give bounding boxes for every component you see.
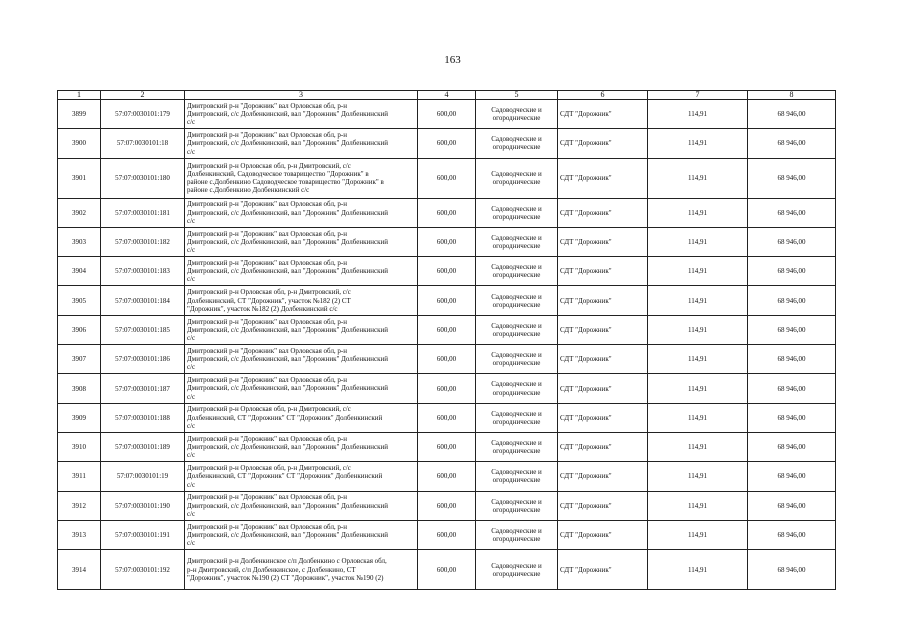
area-cell: 600,00 bbox=[418, 158, 476, 198]
table-row bbox=[58, 257, 836, 286]
table-row bbox=[58, 129, 836, 158]
unit-value-cell: 114,91 bbox=[648, 374, 748, 403]
organization-cell: СДТ "Дорожник" bbox=[558, 550, 648, 590]
area-cell: 600,00 bbox=[418, 315, 476, 344]
address-cell: Дмитровский р-н "Дорожник" вал Орловская обл, р-н Дмитровский, с/с Долбенкинский, вал "Дорожник" Долбенкинский с/с bbox=[185, 432, 418, 461]
cadastral-number-cell: 57:07:0030101:191 bbox=[101, 520, 185, 549]
area-cell: 600,00 bbox=[418, 198, 476, 227]
unit-value-cell: 114,91 bbox=[648, 345, 748, 374]
row-number-cell: 3907 bbox=[58, 345, 101, 374]
table-row bbox=[58, 374, 836, 403]
area-cell: 600,00 bbox=[418, 403, 476, 432]
column-header: 5 bbox=[476, 91, 558, 100]
organization-cell: СДТ "Дорожник" bbox=[558, 345, 648, 374]
table-row bbox=[58, 227, 836, 256]
cadastral-value-cell: 68 946,00 bbox=[748, 100, 836, 129]
cadastral-number-cell: 57:07:0030101:186 bbox=[101, 345, 185, 374]
organization-cell: СДТ "Дорожник" bbox=[558, 374, 648, 403]
row-number-cell: 3912 bbox=[58, 491, 101, 520]
unit-value-cell: 114,91 bbox=[648, 491, 748, 520]
cadastral-number-cell: 57:07:0030101:192 bbox=[101, 550, 185, 590]
unit-value-cell: 114,91 bbox=[648, 462, 748, 491]
unit-value-cell: 114,91 bbox=[648, 315, 748, 344]
address-cell: Дмитровский р-н Орловская обл, р-н Дмитровский, с/с Долбенкинский, СТ "Дорожник" СТ "Дорожник" Долбенкинский с/с bbox=[185, 403, 418, 432]
table-row bbox=[58, 286, 836, 315]
land-use-cell: Садоводческие и огороднические bbox=[476, 491, 558, 520]
area-cell: 600,00 bbox=[418, 491, 476, 520]
unit-value-cell: 114,91 bbox=[648, 100, 748, 129]
row-number-cell: 3911 bbox=[58, 462, 101, 491]
table-row bbox=[58, 345, 836, 374]
cadastral-number-cell: 57:07:0030101:183 bbox=[101, 257, 185, 286]
cadastral-value-cell: 68 946,00 bbox=[748, 286, 836, 315]
cadastral-value-cell: 68 946,00 bbox=[748, 315, 836, 344]
cadastral-number-cell: 57:07:0030101:187 bbox=[101, 374, 185, 403]
column-header: 8 bbox=[748, 91, 836, 100]
land-use-cell: Садоводческие и огороднические bbox=[476, 286, 558, 315]
land-use-cell: Садоводческие и огороднические bbox=[476, 129, 558, 158]
table-row bbox=[58, 491, 836, 520]
land-use-cell: Садоводческие и огороднические bbox=[476, 520, 558, 549]
area-cell: 600,00 bbox=[418, 520, 476, 549]
organization-cell: СДТ "Дорожник" bbox=[558, 462, 648, 491]
area-cell: 600,00 bbox=[418, 432, 476, 461]
address-cell: Дмитровский р-н "Дорожник" вал Орловская обл, р-н Дмитровский, с/с Долбенкинский, вал "Дорожник" Долбенкинский с/с bbox=[185, 520, 418, 549]
area-cell: 600,00 bbox=[418, 462, 476, 491]
organization-cell: СДТ "Дорожник" bbox=[558, 257, 648, 286]
unit-value-cell: 114,91 bbox=[648, 550, 748, 590]
row-number-cell: 3904 bbox=[58, 257, 101, 286]
land-use-cell: Садоводческие и огороднические bbox=[476, 315, 558, 344]
organization-cell: СДТ "Дорожник" bbox=[558, 100, 648, 129]
address-cell: Дмитровский р-н "Дорожник" вал Орловская обл, р-н Дмитровский, с/с Долбенкинский, вал "Дорожник" Долбенкинский с/с bbox=[185, 227, 418, 256]
organization-cell: СДТ "Дорожник" bbox=[558, 158, 648, 198]
cadastral-number-cell: 57:07:0030101:179 bbox=[101, 100, 185, 129]
cadastral-number-cell: 57:07:0030101:18 bbox=[101, 129, 185, 158]
unit-value-cell: 114,91 bbox=[648, 198, 748, 227]
row-number-cell: 3908 bbox=[58, 374, 101, 403]
organization-cell: СДТ "Дорожник" bbox=[558, 129, 648, 158]
row-number-cell: 3914 bbox=[58, 550, 101, 590]
address-cell: Дмитровский р-н "Дорожник" вал Орловская обл, р-н Дмитровский, с/с Долбенкинский, вал "Дорожник" Долбенкинский с/с bbox=[185, 100, 418, 129]
cadastral-number-cell: 57:07:0030101:19 bbox=[101, 462, 185, 491]
column-header: 7 bbox=[648, 91, 748, 100]
table-row bbox=[58, 198, 836, 227]
address-cell: Дмитровский р-н "Дорожник" вал Орловская обл, р-н Дмитровский, с/с Долбенкинский, вал "Дорожник" Долбенкинский с/с bbox=[185, 198, 418, 227]
organization-cell: СДТ "Дорожник" bbox=[558, 491, 648, 520]
address-cell: Дмитровский р-н Долбенкинское с/п Долбенкино с Орловская обл, р-н Дмитровский, с/п Долбенкинское, с Долбенкино, СТ "Дорожник", участок №190 (2) СТ "Дорожник", участок №190 (2) bbox=[185, 550, 418, 590]
unit-value-cell: 114,91 bbox=[648, 432, 748, 461]
land-use-cell: Садоводческие и огороднические bbox=[476, 462, 558, 491]
table-row bbox=[58, 100, 836, 129]
cadastral-value-cell: 68 946,00 bbox=[748, 158, 836, 198]
cadastral-number-cell: 57:07:0030101:184 bbox=[101, 286, 185, 315]
row-number-cell: 3901 bbox=[58, 158, 101, 198]
address-cell: Дмитровский р-н "Дорожник" вал Орловская обл, р-н Дмитровский, с/с Долбенкинский, вал "Дорожник" Долбенкинский с/с bbox=[185, 345, 418, 374]
cadastral-value-cell: 68 946,00 bbox=[748, 520, 836, 549]
address-cell: Дмитровский р-н "Дорожник" вал Орловская обл, р-н Дмитровский, с/с Долбенкинский, вал "Дорожник" Долбенкинский с/с bbox=[185, 129, 418, 158]
area-cell: 600,00 bbox=[418, 286, 476, 315]
cadastral-value-cell: 68 946,00 bbox=[748, 345, 836, 374]
cadastral-value-cell: 68 946,00 bbox=[748, 491, 836, 520]
unit-value-cell: 114,91 bbox=[648, 520, 748, 549]
address-cell: Дмитровский р-н "Дорожник" вал Орловская обл, р-н Дмитровский, с/с Долбенкинский, вал "Дорожник" Долбенкинский с/с bbox=[185, 491, 418, 520]
table-row bbox=[58, 462, 836, 491]
address-cell: Дмитровский р-н Орловская обл, р-н Дмитровский, с/с Долбенкинский, СТ "Дорожник", участок №182 (2) СТ "Дорожник", участок №182 (2) Долбенкинский с/с bbox=[185, 286, 418, 315]
cadastral-value-cell: 68 946,00 bbox=[748, 550, 836, 590]
unit-value-cell: 114,91 bbox=[648, 286, 748, 315]
cadastral-value-cell: 68 946,00 bbox=[748, 374, 836, 403]
unit-value-cell: 114,91 bbox=[648, 129, 748, 158]
land-use-cell: Садоводческие и огороднические bbox=[476, 403, 558, 432]
cadastral-number-cell: 57:07:0030101:188 bbox=[101, 403, 185, 432]
table-row bbox=[58, 432, 836, 461]
area-cell: 600,00 bbox=[418, 129, 476, 158]
row-number-cell: 3899 bbox=[58, 100, 101, 129]
cadastral-number-cell: 57:07:0030101:180 bbox=[101, 158, 185, 198]
table-body bbox=[58, 100, 836, 590]
area-cell: 600,00 bbox=[418, 550, 476, 590]
cadastral-number-cell: 57:07:0030101:185 bbox=[101, 315, 185, 344]
row-number-cell: 3902 bbox=[58, 198, 101, 227]
land-use-cell: Садоводческие и огороднические bbox=[476, 432, 558, 461]
column-header: 6 bbox=[558, 91, 648, 100]
cadastral-number-cell: 57:07:0030101:181 bbox=[101, 198, 185, 227]
row-number-cell: 3900 bbox=[58, 129, 101, 158]
organization-cell: СДТ "Дорожник" bbox=[558, 198, 648, 227]
address-cell: Дмитровский р-н "Дорожник" вал Орловская обл, р-н Дмитровский, с/с Долбенкинский, вал "Дорожник" Долбенкинский с/с bbox=[185, 315, 418, 344]
land-use-cell: Садоводческие и огороднические bbox=[476, 198, 558, 227]
land-use-cell: Садоводческие и огороднические bbox=[476, 227, 558, 256]
land-use-cell: Садоводческие и огороднические bbox=[476, 345, 558, 374]
organization-cell: СДТ "Дорожник" bbox=[558, 315, 648, 344]
address-cell: Дмитровский р-н Орловская обл, р-н Дмитровский, с/с Долбенкинский, СТ "Дорожник" СТ "Дорожник" Долбенкинский с/с bbox=[185, 462, 418, 491]
header-row bbox=[58, 91, 836, 100]
cadastral-value-cell: 68 946,00 bbox=[748, 432, 836, 461]
unit-value-cell: 114,91 bbox=[648, 227, 748, 256]
organization-cell: СДТ "Дорожник" bbox=[558, 286, 648, 315]
area-cell: 600,00 bbox=[418, 345, 476, 374]
address-cell: Дмитровский р-н "Дорожник" вал Орловская обл, р-н Дмитровский, с/с Долбенкинский, вал "Дорожник" Долбенкинский с/с bbox=[185, 374, 418, 403]
table-row bbox=[58, 403, 836, 432]
row-number-cell: 3905 bbox=[58, 286, 101, 315]
table-row bbox=[58, 550, 836, 590]
row-number-cell: 3913 bbox=[58, 520, 101, 549]
row-number-cell: 3903 bbox=[58, 227, 101, 256]
unit-value-cell: 114,91 bbox=[648, 403, 748, 432]
cadastral-value-cell: 68 946,00 bbox=[748, 257, 836, 286]
cadastral-value-cell: 68 946,00 bbox=[748, 227, 836, 256]
row-number-cell: 3910 bbox=[58, 432, 101, 461]
land-use-cell: Садоводческие и огороднические bbox=[476, 374, 558, 403]
organization-cell: СДТ "Дорожник" bbox=[558, 227, 648, 256]
area-cell: 600,00 bbox=[418, 257, 476, 286]
column-header: 4 bbox=[418, 91, 476, 100]
table-row bbox=[58, 520, 836, 549]
unit-value-cell: 114,91 bbox=[648, 158, 748, 198]
land-use-cell: Садоводческие и огороднические bbox=[476, 257, 558, 286]
row-number-cell: 3906 bbox=[58, 315, 101, 344]
organization-cell: СДТ "Дорожник" bbox=[558, 520, 648, 549]
table-row bbox=[58, 158, 836, 198]
cadastral-number-cell: 57:07:0030101:190 bbox=[101, 491, 185, 520]
address-cell: Дмитровский р-н "Дорожник" вал Орловская обл, р-н Дмитровский, с/с Долбенкинский, вал "Дорожник" Долбенкинский с/с bbox=[185, 257, 418, 286]
table-row bbox=[58, 315, 836, 344]
organization-cell: СДТ "Дорожник" bbox=[558, 432, 648, 461]
cadastral-value-cell: 68 946,00 bbox=[748, 462, 836, 491]
column-header: 1 bbox=[58, 91, 101, 100]
column-header: 3 bbox=[185, 91, 418, 100]
cadastral-number-cell: 57:07:0030101:182 bbox=[101, 227, 185, 256]
row-number-cell: 3909 bbox=[58, 403, 101, 432]
cadastral-value-cell: 68 946,00 bbox=[748, 198, 836, 227]
land-use-cell: Садоводческие и огороднические bbox=[476, 158, 558, 198]
land-use-cell: Садоводческие и огороднические bbox=[476, 100, 558, 129]
land-use-cell: Садоводческие и огороднические bbox=[476, 550, 558, 590]
cadastral-value-cell: 68 946,00 bbox=[748, 129, 836, 158]
area-cell: 600,00 bbox=[418, 227, 476, 256]
organization-cell: СДТ "Дорожник" bbox=[558, 403, 648, 432]
page-number: 163 bbox=[444, 54, 461, 66]
area-cell: 600,00 bbox=[418, 374, 476, 403]
cadastral-value-cell: 68 946,00 bbox=[748, 403, 836, 432]
cadastral-number-cell: 57:07:0030101:189 bbox=[101, 432, 185, 461]
column-header: 2 bbox=[101, 91, 185, 100]
area-cell: 600,00 bbox=[418, 100, 476, 129]
land-register-table bbox=[57, 90, 836, 590]
unit-value-cell: 114,91 bbox=[648, 257, 748, 286]
address-cell: Дмитровский р-н Орловская обл, р-н Дмитровский, с/с Долбенкинский, Садоводческое товарищество "Дорожник" в районе с.Долбенкино Садоводческое товарищество "Дорожник" в районе с.Долбенкино Долбенкинский с/с bbox=[185, 158, 418, 198]
